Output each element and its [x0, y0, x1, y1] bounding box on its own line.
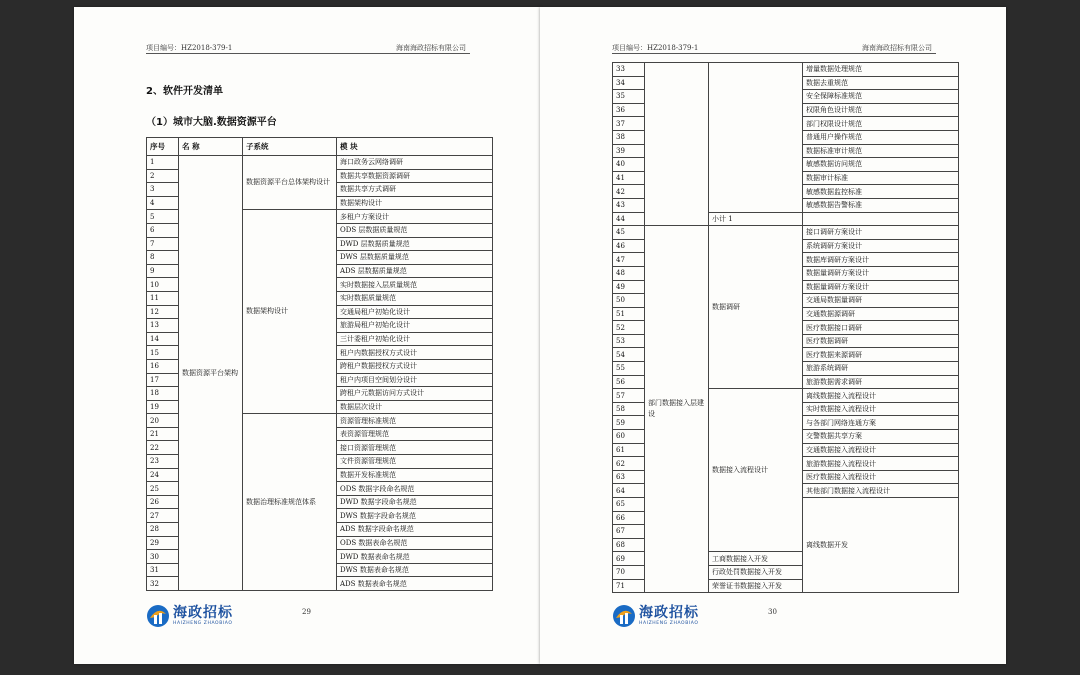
module-cell: 接口调研方案设计 — [803, 226, 959, 240]
row-index: 48 — [613, 266, 645, 280]
module-cell: ADS 数据字段命名规范 — [337, 523, 493, 537]
row-index: 67 — [613, 525, 645, 539]
module-cell: ADS 层数据质量规范 — [337, 264, 493, 278]
row-index: 65 — [613, 498, 645, 512]
module-cell: 数据审计标准 — [803, 171, 959, 185]
module-cell: DWS 数据表命名规范 — [337, 563, 493, 577]
logo-title: 海政招标 — [173, 605, 233, 621]
row-index: 46 — [613, 239, 645, 253]
subsystem-cell-continued — [709, 63, 803, 213]
row-index: 5 — [147, 210, 179, 224]
subsystem-cell: 数据治理标准规范体系 — [243, 414, 337, 591]
row-index: 40 — [613, 158, 645, 172]
row-index: 33 — [613, 63, 645, 77]
row-index: 36 — [613, 103, 645, 117]
module-cell: 接口资源管理规范 — [337, 441, 493, 455]
row-index: 64 — [613, 484, 645, 498]
project-number: 项目编号：HZ2018-379-1 — [612, 44, 699, 52]
module-cell: 旅游系统调研 — [803, 362, 959, 376]
subsystem-cell: 数据调研 — [709, 226, 803, 389]
col-header-index: 序号 — [147, 138, 179, 156]
row-index: 63 — [613, 470, 645, 484]
module-cell: 离线数据接入流程设计 — [803, 389, 959, 403]
row-index: 71 — [613, 579, 645, 593]
logo-mark-icon — [146, 604, 170, 628]
module-cell: 数据量调研方案设计 — [803, 280, 959, 294]
row-index: 26 — [147, 495, 179, 509]
col-header-name: 名 称 — [179, 138, 243, 156]
row-index: 61 — [613, 443, 645, 457]
module-cell: DWD 层数据质量规范 — [337, 237, 493, 251]
logo-subtitle: HAIZHENG ZHAOBIAO — [173, 621, 233, 626]
module-cell: 数据层次设计 — [337, 400, 493, 414]
row-index: 11 — [147, 291, 179, 305]
row-index: 10 — [147, 278, 179, 292]
module-cell: ODS 层数据质量规范 — [337, 223, 493, 237]
company-name: 海南海政招标有限公司 — [862, 44, 932, 52]
module-cell: ODS 数据字段命名规范 — [337, 482, 493, 496]
module-cell: 医疗数据接入流程设计 — [803, 470, 959, 484]
module-cell: 租户内数据授权方式设计 — [337, 346, 493, 360]
row-index: 22 — [147, 441, 179, 455]
row-index: 57 — [613, 389, 645, 403]
module-cell: 文件资源管理规范 — [337, 455, 493, 469]
row-index: 13 — [147, 319, 179, 333]
module-cell: 数据共享方式调研 — [337, 183, 493, 197]
row-index: 51 — [613, 307, 645, 321]
row-index: 32 — [147, 577, 179, 591]
module-cell: 数据架构设计 — [337, 196, 493, 210]
module-cell: 增量数据处理规范 — [803, 63, 959, 77]
project-number: 项目编号：HZ2018-379-1 — [146, 44, 233, 52]
page-number: 29 — [302, 608, 311, 616]
row-index: 29 — [147, 536, 179, 550]
module-cell — [803, 212, 959, 226]
row-index: 24 — [147, 468, 179, 482]
module-cell: 三计委租户初始化设计 — [337, 332, 493, 346]
module-cell: 租户内项目空间划分设计 — [337, 373, 493, 387]
row-index: 42 — [613, 185, 645, 199]
module-cell: 医疗数据调研 — [803, 334, 959, 348]
module-cell: 多租户方案设计 — [337, 210, 493, 224]
row-index: 44 — [613, 212, 645, 226]
header-rule — [146, 53, 470, 54]
module-cell: 旅游数据接入流程设计 — [803, 457, 959, 471]
module-cell: 数据去重规范 — [803, 76, 959, 90]
module-cell: 敏感数据告警标准 — [803, 198, 959, 212]
module-cell: 医疗数据接口调研 — [803, 321, 959, 335]
company-logo — [612, 604, 699, 628]
col-header-module: 模 块 — [337, 138, 493, 156]
row-index: 60 — [613, 430, 645, 444]
module-cell: 海口政务云网络调研 — [337, 156, 493, 170]
row-index: 28 — [147, 523, 179, 537]
logo-subtitle: HAIZHENG ZHAOBIAO — [639, 621, 699, 626]
module-cell: 数据标准审计规范 — [803, 144, 959, 158]
row-index: 49 — [613, 280, 645, 294]
row-index: 17 — [147, 373, 179, 387]
module-cell: 系统调研方案设计 — [803, 239, 959, 253]
subtotal-cell: 小计 1 — [709, 212, 803, 226]
row-index: 8 — [147, 251, 179, 265]
row-index: 53 — [613, 334, 645, 348]
logo-mark-icon — [612, 604, 636, 628]
row-index: 39 — [613, 144, 645, 158]
module-cell: 交通数据源调研 — [803, 307, 959, 321]
company-name: 海南海政招标有限公司 — [396, 44, 466, 52]
row-index: 62 — [613, 457, 645, 471]
table-row — [613, 226, 959, 240]
module-cell: 表资源管理规范 — [337, 427, 493, 441]
module-cell: 跨租户元数据访问方式设计 — [337, 387, 493, 401]
module-cell: 旅游局租户初始化设计 — [337, 319, 493, 333]
row-index: 54 — [613, 348, 645, 362]
module-cell: 其他部门数据接入流程设计 — [803, 484, 959, 498]
row-index: 31 — [147, 563, 179, 577]
module-cell: ODS 数据表命名规范 — [337, 536, 493, 550]
row-index: 4 — [147, 196, 179, 210]
name-cell: 数据资源平台架构 — [179, 156, 243, 591]
row-index: 55 — [613, 362, 645, 376]
name-cell-continued — [645, 63, 709, 226]
section-title: 2、软件开发清单 — [146, 86, 223, 97]
module-cell: 医疗数据来源调研 — [803, 348, 959, 362]
row-index: 41 — [613, 171, 645, 185]
row-index: 14 — [147, 332, 179, 346]
row-index: 23 — [147, 455, 179, 469]
module-cell: 敏感数据监控标准 — [803, 185, 959, 199]
module-cell: 实时数据接入流程设计 — [803, 402, 959, 416]
module-cell: ADS 数据表命名规范 — [337, 577, 493, 591]
module-cell: 交通局租户初始化设计 — [337, 305, 493, 319]
row-index: 16 — [147, 359, 179, 373]
row-index: 21 — [147, 427, 179, 441]
col-header-subsystem: 子系统 — [243, 138, 337, 156]
row-index: 18 — [147, 387, 179, 401]
row-index: 35 — [613, 90, 645, 104]
software-list-table-continued — [612, 62, 959, 593]
module-cell: 荣誉证书数据接入开发 — [709, 579, 803, 593]
module-cell: DWS 数据字段命名规范 — [337, 509, 493, 523]
subsystem-cell: 数据架构设计 — [243, 210, 337, 414]
module-cell: 实时数据质量规范 — [337, 291, 493, 305]
module-cell: 资源管理标准规范 — [337, 414, 493, 428]
table-row — [613, 63, 959, 77]
row-index: 9 — [147, 264, 179, 278]
row-index: 69 — [613, 552, 645, 566]
module-cell: 权限角色设计规范 — [803, 103, 959, 117]
row-index: 37 — [613, 117, 645, 131]
module-cell: 数据共享数据资源调研 — [337, 169, 493, 183]
module-cell: 跨租户数据授权方式设计 — [337, 359, 493, 373]
row-index: 45 — [613, 226, 645, 240]
row-index: 6 — [147, 223, 179, 237]
subsystem-cell: 数据资源平台总体架构设计 — [243, 156, 337, 210]
header-rule — [612, 53, 936, 54]
module-cell: 数据量调研方案设计 — [803, 266, 959, 280]
module-cell: 数据开发标准规范 — [337, 468, 493, 482]
row-index: 7 — [147, 237, 179, 251]
row-index: 38 — [613, 130, 645, 144]
module-cell: 与各部门网络连通方案 — [803, 416, 959, 430]
row-index: 66 — [613, 511, 645, 525]
row-index: 15 — [147, 346, 179, 360]
row-index: 30 — [147, 550, 179, 564]
row-index: 12 — [147, 305, 179, 319]
row-index: 52 — [613, 321, 645, 335]
row-index: 25 — [147, 482, 179, 496]
row-index: 68 — [613, 538, 645, 552]
table-header-row — [147, 138, 493, 156]
module-cell: 交通局数据量调研 — [803, 294, 959, 308]
module-cell: 工商数据接入开发 — [709, 552, 803, 566]
subsystem-cell: 离线数据开发 — [803, 498, 959, 593]
module-cell: 数据库调研方案设计 — [803, 253, 959, 267]
company-logo — [146, 604, 233, 628]
module-cell: DWD 数据表命名规范 — [337, 550, 493, 564]
row-index: 20 — [147, 414, 179, 428]
module-cell: 普通用户操作规范 — [803, 130, 959, 144]
row-index: 59 — [613, 416, 645, 430]
module-cell: 安全保障标准规范 — [803, 90, 959, 104]
subsystem-cell: 数据接入流程设计 — [709, 389, 803, 552]
row-index: 2 — [147, 169, 179, 183]
row-index: 43 — [613, 198, 645, 212]
module-cell: 交警数据共享方案 — [803, 430, 959, 444]
row-index: 27 — [147, 509, 179, 523]
module-cell: 行政处罚数据接入开发 — [709, 565, 803, 579]
row-index: 70 — [613, 565, 645, 579]
logo-title: 海政招标 — [639, 605, 699, 621]
row-index: 50 — [613, 294, 645, 308]
row-index: 1 — [147, 156, 179, 170]
page-number: 30 — [768, 608, 777, 616]
table-row — [147, 156, 493, 170]
name-cell: 部门数据接入层建设 — [645, 226, 709, 593]
row-index: 34 — [613, 76, 645, 90]
row-index: 47 — [613, 253, 645, 267]
subsection-title: （1）城市大脑.数据资源平台 — [146, 117, 277, 128]
module-cell: 敏感数据访问规范 — [803, 158, 959, 172]
module-cell: DWD 数据字段命名规范 — [337, 495, 493, 509]
module-cell: 实时数据接入层质量规范 — [337, 278, 493, 292]
module-cell: 旅游数据需求调研 — [803, 375, 959, 389]
module-cell: DWS 层数据质量规范 — [337, 251, 493, 265]
row-index: 58 — [613, 402, 645, 416]
module-cell: 交通数据接入流程设计 — [803, 443, 959, 457]
software-list-table — [146, 137, 493, 591]
row-index: 56 — [613, 375, 645, 389]
row-index: 19 — [147, 400, 179, 414]
module-cell: 部门权限设计规范 — [803, 117, 959, 131]
document-page-29 — [74, 7, 540, 664]
document-page-30 — [540, 7, 1006, 664]
row-index: 3 — [147, 183, 179, 197]
